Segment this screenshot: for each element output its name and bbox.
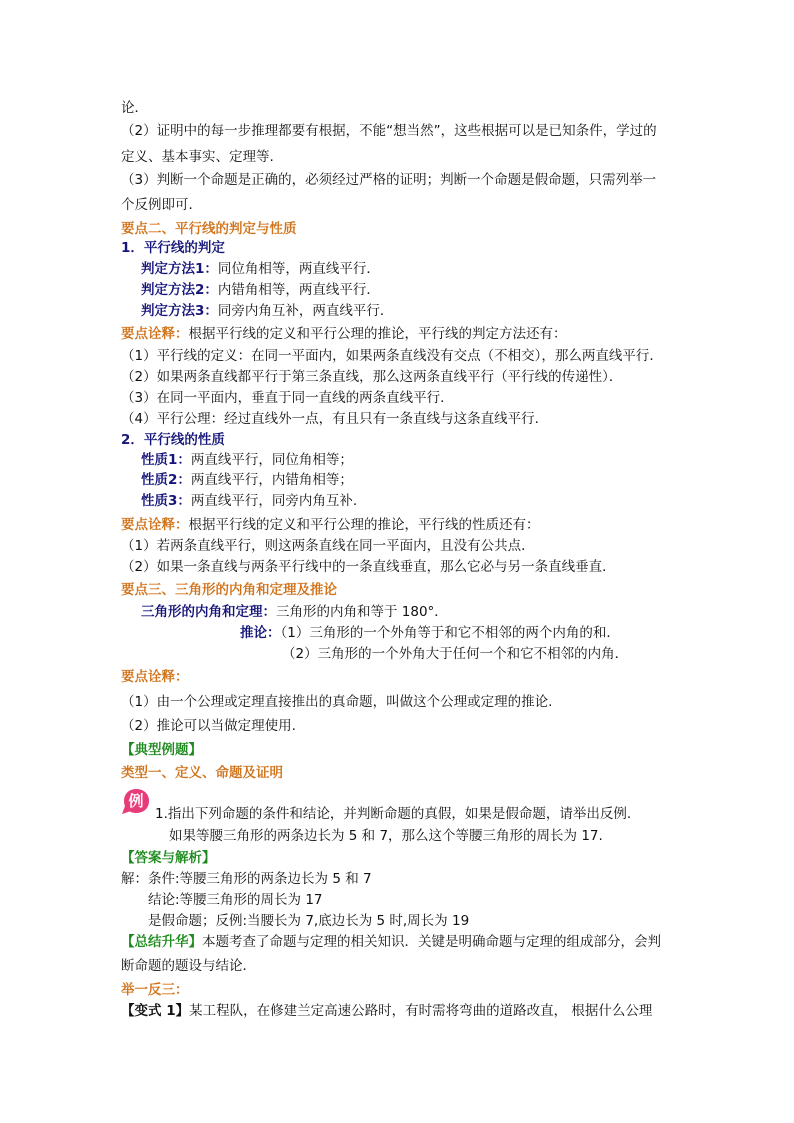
summary-line: [121, 932, 661, 952]
text-line: （2）证明中的每一步推理都要有根据，不能“想当然”，这些根据可以是已知条件，学过的: [121, 123, 657, 139]
summary-text: 本题考查了命题与定理的相关知识．关键是明确命题与定理的组成部分，会判: [202, 934, 661, 950]
judgement-method-2: [141, 280, 380, 300]
text-line: （2）推论可以当做定理使用.: [121, 718, 296, 734]
text-line: （3）在同一平面内，垂直于同一直线的两条直线平行.: [121, 390, 445, 406]
property-3: [141, 491, 357, 511]
example-badge-icon: [121, 786, 151, 816]
key-note-2: [121, 515, 540, 535]
corollary-text: （1）三角形的一个外角等于和它不相邻的两个内角的和．: [280, 625, 620, 641]
method-text: 内错角相等，两直线平行．: [217, 282, 380, 298]
corollary-2: （2）三角形的一个外角大于任何一个和它不相邻的内角．: [282, 646, 629, 662]
text-line: 定义、基本事实、定理等.: [121, 149, 274, 165]
corollary-1: [240, 623, 620, 643]
answer-line: 是假命题；反例:当腰长为 7,底边长为 5 时,周长为 19: [148, 913, 470, 929]
property-1: [141, 450, 353, 470]
key-note-3-label: 要点诠释：: [121, 669, 189, 685]
text-line: （2）如果两条直线都平行于第三条直线，那么这两条直线平行（平行线的传递性）．: [121, 369, 623, 385]
property-text: 两直线平行，内错角相等；: [190, 472, 353, 488]
text-line: 断命题的题设与结论．: [121, 958, 256, 974]
corollary-label: 推论：: [240, 625, 281, 641]
property-label: 性质1：: [141, 452, 191, 468]
section-heading-point3: 要点三、三角形的内角和定理及推论: [121, 582, 337, 598]
property-text: 两直线平行，同位角相等；: [190, 452, 353, 468]
note-text: 根据平行线的定义和平行公理的推论，平行线的性质还有：: [188, 517, 540, 533]
method-label: 判定方法1：: [141, 261, 218, 277]
text-line: 论．: [121, 100, 148, 116]
judgement-method-1: [141, 259, 380, 279]
type1-heading: 类型一、定义、命题及证明: [121, 765, 283, 781]
method-label: 判定方法2：: [141, 282, 218, 298]
property-label: 性质2：: [141, 472, 191, 488]
subheading-parallel-properties: 2．平行线的性质: [121, 432, 225, 448]
variant-text: 某工程队，在修建兰定高速公路时，有时需将弯曲的道路改直， 根据什么公理: [189, 1003, 653, 1019]
triangle-theorem: [141, 602, 448, 622]
judgement-method-3: [141, 301, 393, 321]
theorem-text: 三角形的内角和等于 180°．: [276, 604, 448, 620]
variant-1: [121, 1001, 652, 1021]
answer-heading: 【答案与解析】: [121, 850, 216, 866]
text-line: （2）如果一条直线与两条平行线中的一条直线垂直，那么它必与另一条直线垂直．: [121, 559, 616, 575]
example-statement: 如果等腰三角形的两条边长为 5 和 7，那么这个等腰三角形的周长为 17.: [169, 828, 603, 844]
practice-heading: 举一反三：: [121, 982, 189, 998]
text-line: （1）平行线的定义：在同一平面内，如果两条直线没有交点（不相交），那么两直线平行.: [121, 348, 654, 364]
text-line: （4）平行公理：经过直线外一点，有且只有一条直线与这条直线平行.: [121, 411, 539, 427]
key-note-1: [121, 324, 567, 344]
variant-label: 【变式 1】: [121, 1003, 190, 1019]
typical-examples-heading: 【典型例题】: [121, 742, 202, 758]
section-heading-point2: 要点二、平行线的判定与性质: [121, 221, 297, 237]
answer-line: 结论:等腰三角形的周长为 17: [148, 892, 323, 908]
property-2: [141, 470, 353, 490]
theorem-label: 三角形的内角和定理：: [141, 604, 276, 620]
note-label: 要点诠释：: [121, 517, 189, 533]
example-question: 1.指出下列命题的条件和结论，并判断命题的真假，如果是假命题，请举出反例.: [155, 806, 632, 822]
example-badge-label: 例: [128, 792, 144, 810]
property-label: 性质3：: [141, 493, 191, 509]
method-text: 同旁内角互补，两直线平行．: [217, 303, 394, 319]
summary-label: 【总结升华】: [121, 934, 202, 950]
text-line: （1）若两条直线平行，则这两条直线在同一平面内，且没有公共点．: [121, 538, 535, 554]
method-text: 同位角相等，两直线平行．: [217, 261, 380, 277]
note-label: 要点诠释：: [121, 326, 189, 342]
text-line: 个反例即可．: [121, 197, 202, 213]
text-line: （1）由一个公理或定理直接推出的真命题，叫做这个公理或定理的推论.: [121, 694, 553, 710]
property-text: 两直线平行，同旁内角互补.: [190, 493, 358, 509]
subheading-parallel-judgement: 1．平行线的判定: [121, 240, 225, 256]
text-line: （3）判断一个命题是正确的，必须经过严格的证明；判断一个命题是假命题，只需列举一: [121, 172, 657, 188]
note-text: 根据平行线的定义和平行公理的推论，平行线的判定方法还有：: [188, 326, 567, 342]
answer-line: 解：条件:等腰三角形的两条边长为 5 和 7: [121, 871, 372, 887]
method-label: 判定方法3：: [141, 303, 218, 319]
